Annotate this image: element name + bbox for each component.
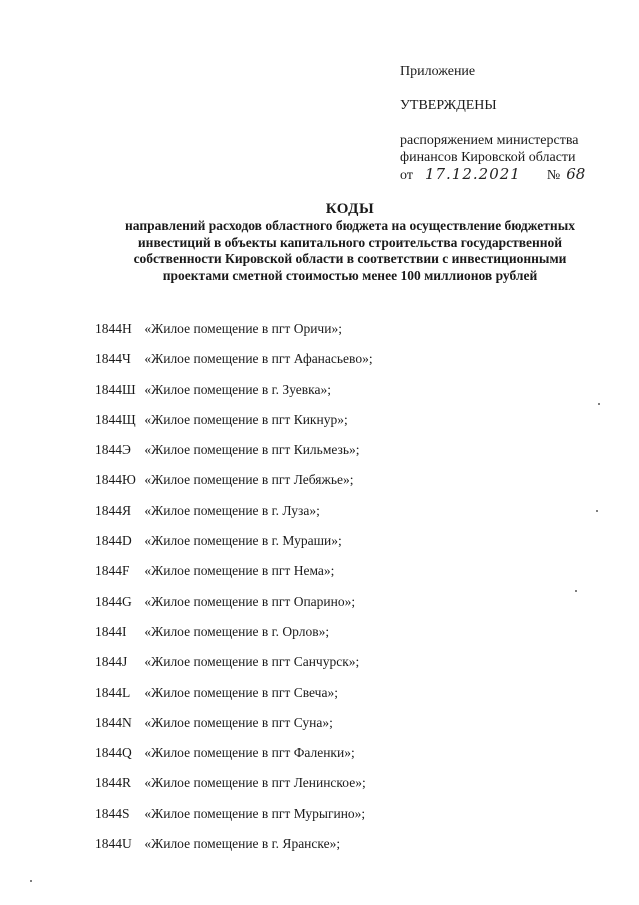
list-item: [95, 471, 615, 501]
list-item: [95, 714, 615, 744]
code-description: «Жилое помещение в г. Мураши»;: [144, 533, 342, 549]
handwritten-date: 17.12.2021: [424, 165, 521, 183]
title-line: проектами сметной стоимостью менее 100 миллионов рублей: [162, 267, 538, 283]
number-label: №: [546, 168, 561, 183]
code-value: 1844Q: [95, 745, 132, 761]
list-item: [95, 381, 615, 411]
code-value: 1844Я: [95, 502, 132, 518]
code-description: «Жилое помещение в пгт Опарино»;: [144, 593, 356, 609]
code-description: «Жилое помещение в пгт Кильмезь»;: [144, 442, 360, 458]
list-item: [95, 532, 615, 562]
list-item: [95, 350, 615, 380]
code-description: «Жилое помещение в г. Яранске»;: [144, 836, 341, 852]
order-line-2: финансов Кировской области: [400, 150, 576, 165]
list-item: [95, 744, 615, 774]
code-value: 1844F: [95, 563, 130, 579]
approved-label: [400, 97, 497, 114]
list-item: [95, 411, 615, 441]
list-item: [95, 593, 615, 623]
code-description: «Жилое помещение в пгт Ленинское»;: [144, 775, 366, 791]
order-line-1: распоряжением министерства: [400, 133, 579, 148]
code-description: «Жилое помещение в г. Орлов»;: [144, 623, 330, 639]
code-description: «Жилое помещение в пгт Суна»;: [144, 714, 333, 730]
title-line: собственности Кировской области в соответствии с инвестиционными: [133, 251, 567, 266]
code-value: 1844Ю: [95, 472, 136, 488]
code-value: 1844L: [95, 684, 131, 700]
approved-text: УТВЕРЖДЕНЫ: [400, 98, 497, 113]
code-description: «Жилое помещение в г. Луза»;: [144, 502, 320, 518]
code-value: 1844Э: [95, 442, 131, 458]
order-reference: [400, 132, 585, 184]
title-heading: КОДЫ: [325, 201, 375, 217]
document-title: [60, 200, 639, 284]
code-value: 1844U: [95, 836, 132, 852]
code-value: 1844Щ: [95, 411, 136, 427]
date-line: [400, 166, 585, 184]
list-item: [95, 835, 615, 865]
code-description: «Жилое помещение в пгт Мурыгино»;: [144, 805, 366, 821]
title-line: инвестиций в объекты капитального строительства государственной: [137, 234, 563, 250]
appendix-text: Приложение: [400, 64, 476, 79]
list-item: [95, 805, 615, 835]
handwritten-number: 68: [566, 165, 586, 183]
code-description: «Жилое помещение в пгт Санчурск»;: [144, 654, 360, 670]
code-value: 1844Ш: [95, 381, 136, 397]
code-description: «Жилое помещение в пгт Афанасьево»;: [144, 351, 373, 367]
scan-speck: [596, 510, 598, 512]
codes-list: [95, 320, 615, 865]
title-description: [60, 218, 639, 284]
code-value: 1844Ч: [95, 351, 131, 367]
code-value: 1844D: [95, 533, 132, 549]
scan-speck: [598, 403, 600, 405]
code-value: 1844I: [95, 623, 127, 639]
code-description: «Жилое помещение в пгт Лебяжье»;: [144, 472, 354, 488]
list-item: [95, 320, 615, 350]
date-prefix: от: [400, 168, 413, 183]
list-item: [95, 562, 615, 592]
list-item: [95, 441, 615, 471]
code-description: «Жилое помещение в г. Зуевка»;: [144, 381, 331, 397]
code-value: 1844S: [95, 805, 130, 821]
list-item: [95, 774, 615, 804]
appendix-label: [400, 63, 475, 80]
code-value: 1844J: [95, 654, 128, 670]
scan-speck: [575, 590, 577, 592]
list-item: [95, 653, 615, 683]
list-item: [95, 623, 615, 653]
code-value: 1844Н: [95, 321, 132, 336]
code-description: «Жилое помещение в пгт Фаленки»;: [144, 745, 355, 761]
code-description: «Жилое помещение в пгт Кикнур»;: [144, 411, 348, 427]
list-item: [95, 502, 615, 532]
code-description: «Жилое помещение в пгт Оричи»;: [144, 321, 342, 336]
code-description: «Жилое помещение в пгт Свеча»;: [144, 684, 338, 700]
scan-speck: [30, 880, 32, 882]
code-value: 1844N: [95, 714, 132, 730]
code-value: 1844R: [95, 775, 132, 791]
code-description: «Жилое помещение в пгт Нема»;: [144, 563, 335, 579]
title-line: направлений расходов областного бюджета на осуществление бюджетных: [125, 218, 575, 233]
list-item: [95, 684, 615, 714]
code-value: 1844G: [95, 593, 132, 609]
